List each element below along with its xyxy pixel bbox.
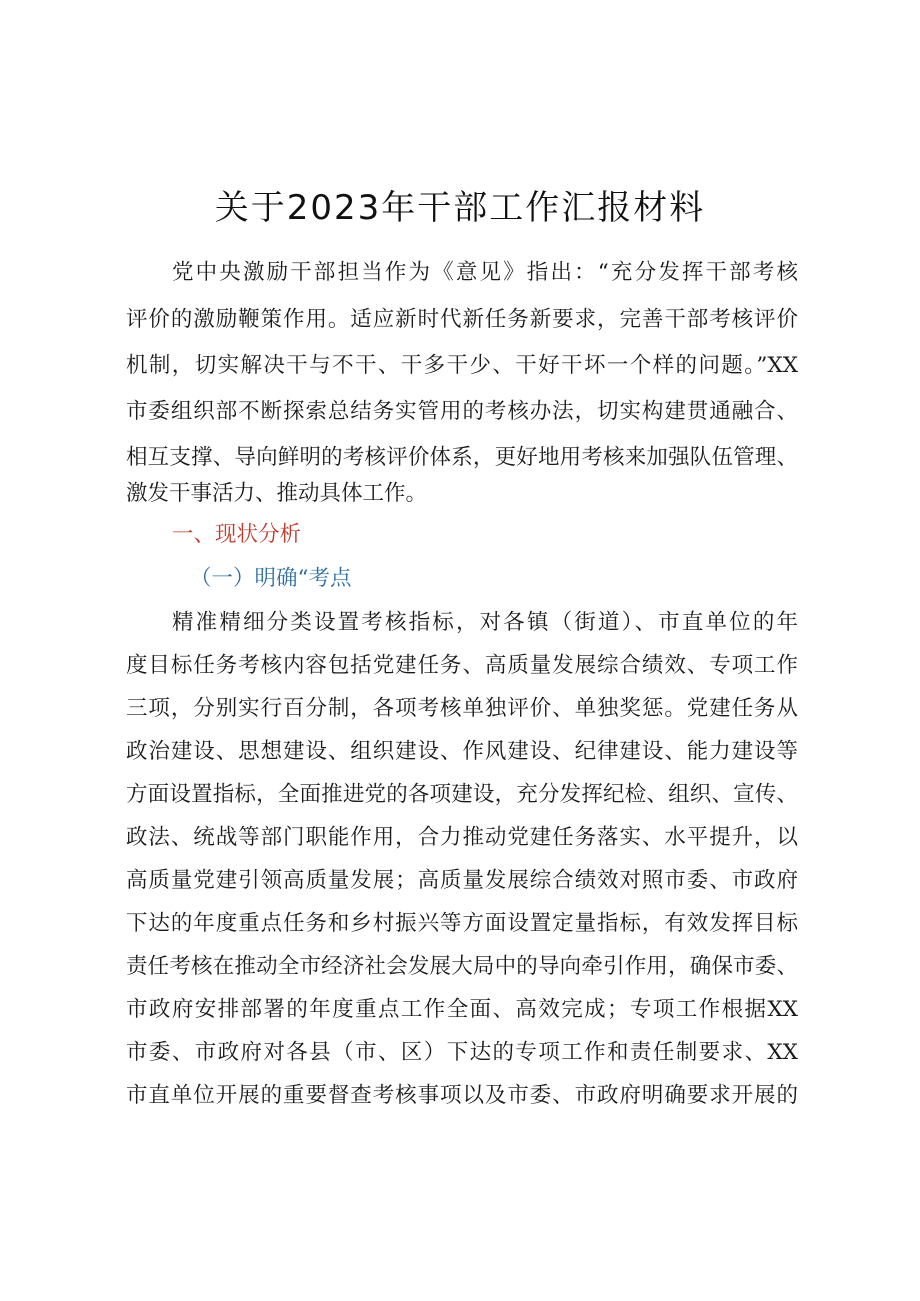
paragraph-2-line-12: 市直单位开展的重要督查考核事项以及市委、市政府明确要求开展的 xyxy=(126,1083,798,1108)
document-title: 关于2023年干部工作汇报材料 xyxy=(214,188,706,228)
paragraph-2-line-5: 方面设置指标，全面推进党的各项建设，充分发挥纪检、组织、宣传、 xyxy=(126,782,798,807)
paragraph-2-line-6: 政法、统战等部门职能作用，合力推动党建任务落实、水平提升，以 xyxy=(126,825,798,850)
paragraph-1-line-5: 相互支撑、导向鲜明的考核评价体系，更好地用考核来加强队伍管理、 xyxy=(126,445,798,470)
subsection-1-heading: （一）明确“考点 xyxy=(190,566,352,591)
section-1-heading: 一、现状分析 xyxy=(172,522,302,547)
paragraph-2-line-8: 下达的年度重点任务和乡村振兴等方面设置定量指标，有效发挥目标 xyxy=(126,911,798,936)
paragraph-2-line-9: 责任考核在推动全市经济社会发展大局中的导向牵引作用，确保市委、 xyxy=(126,954,798,979)
paragraph-1-line-2: 评价的激励鞭策作用。适应新时代新任务新要求，完善干部考核评价 xyxy=(126,307,798,332)
paragraph-2-line-3: 三项，分别实行百分制，各项考核单独评价、单独奖惩。党建任务从 xyxy=(126,696,798,721)
paragraph-2-line-10: 市政府安排部署的年度重点工作全面、高效完成；专项工作根据XX xyxy=(126,997,798,1022)
paragraph-1-line-6: 激发干事活力、推动具体工作。 xyxy=(126,481,428,506)
paragraph-2-line-4: 政治建设、思想建设、组织建设、作风建设、纪律建设、能力建设等 xyxy=(126,739,798,764)
paragraph-1-line-4: 市委组织部不断探索总结务实管用的考核办法，切实构建贯通融合、 xyxy=(126,399,798,424)
paragraph-1-line-3: 机制，切实解决干与不干、干多干少、干好干坏一个样的问题。”XX xyxy=(126,353,798,378)
paragraph-2-line-1: 精准精细分类设置考核指标，对各镇（街道）、市直单位的年 xyxy=(172,610,798,635)
paragraph-2-line-7: 高质量党建引领高质量发展；高质量发展综合绩效对照市委、市政府 xyxy=(126,868,798,893)
paragraph-1-line-1: 党中央激励干部担当作为《意见》指出：“充分发挥干部考核 xyxy=(172,260,798,285)
paragraph-2-line-2: 度目标任务考核内容包括党建任务、高质量发展综合绩效、专项工作 xyxy=(126,653,798,678)
paragraph-2-line-11: 市委、市政府对各县（市、区）下达的专项工作和责任制要求、XX xyxy=(126,1040,798,1065)
